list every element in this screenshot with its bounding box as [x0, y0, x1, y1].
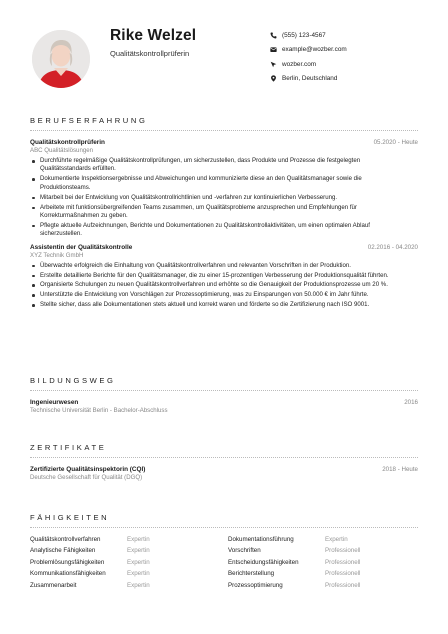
job-title: Assistentin der Qualitätskontrolle [30, 243, 133, 251]
job-entry [30, 139, 418, 239]
list-item: Pflegte aktuelle Aufzeichnungen, Berichte und Dokumentationen zu Qualitätskontrollaktivitäten, um einen optimalen Ablauf sicherzustellen. [40, 222, 418, 239]
skill-name: Berichterstellung [228, 570, 275, 578]
skill-name: Entscheidungsfähigkeiten [228, 558, 299, 566]
skill-level: Professionell [325, 570, 361, 578]
skill-name: Analytische Fähigkeiten [30, 547, 96, 555]
job-title: Qualitätskontrollprüferin [30, 139, 105, 146]
phone-icon [269, 31, 277, 39]
envelope-icon [269, 46, 277, 54]
certificate-title: Zertifizierte Qualitätsinspektorin (CQI) [30, 466, 146, 473]
job-bullets [30, 157, 418, 239]
contact-list [269, 28, 347, 86]
contact-phone [269, 28, 347, 43]
list-item: Dokumentierte Inspektionsergebnisse und Abweichungen und kommunizierte diese an den Qualitätsmanager sowie die Produktionsteams. [40, 175, 418, 192]
section-title-certificates: ZERTIFIKATE [30, 443, 418, 458]
profile-photo [32, 30, 90, 88]
list-item: Unterstützte die Entwicklung von Vorschlägen zur Prozessoptimierung, was zu Einsparungen von 50.000 € im Jahr führte. [40, 291, 418, 299]
job-bullets [30, 262, 418, 310]
skill-name: Kommunikationsfähigkeiten [30, 570, 106, 578]
skills-section [30, 513, 418, 589]
skill-name: Problemlösungsfähigkeiten [30, 558, 105, 566]
skill-name: Vorschriften [228, 547, 261, 555]
list-item: Erstellte detaillierte Berichte für den Qualitätsmanager, die zu einer 15-prozentigen Verbesserung der Produktionsqualität führten. [40, 272, 418, 280]
skills-grid [30, 536, 418, 589]
list-item: Durchführte regelmäßige Qualitätskontrollprüfungen, um sicherzustellen, dass Produkte und Prozesse die festgelegten Qualitätsstandards erfüllten. [40, 157, 418, 174]
skill-name: Qualitätskontrollverfahren [30, 536, 101, 543]
section-title-skills: FÄHIGKEITEN [30, 513, 418, 528]
skill-level: Expertin [127, 581, 150, 589]
skill-level: Expertin [127, 558, 150, 566]
list-item: Mitarbeit bei der Entwicklung von Qualitätskontrollrichtlinien und -verfahren zur kontinuierlichen Verbesserung. [40, 194, 418, 202]
certificates-section [30, 443, 418, 484]
skill-level: Professionell [325, 581, 361, 589]
contact-phone-text[interactable]: (555) 123-4567 [282, 31, 326, 39]
education-entry [30, 399, 418, 414]
candidate-role: Qualitätskontrollprüferin [110, 49, 190, 58]
list-item: Arbeitete mit funktionsübergreifenden Teams zusammen, um Qualitätsprobleme anzusprechen und Empfehlungen für Korrekturmaßnahmen zu geben. [40, 204, 418, 221]
contact-website [269, 57, 347, 72]
degree-date: 2016 [404, 399, 418, 406]
skill-name: Zusammenarbeit [30, 581, 77, 589]
job-company: ABC Qualitätslösungen [30, 147, 94, 154]
degree-school: Technische Universität Berlin - Bachelor-Abschluss [30, 407, 168, 414]
avatar-icon [32, 30, 90, 88]
skill-level: Professionell [325, 547, 361, 555]
contact-email [269, 43, 347, 58]
section-title-education: BILDUNGSWEG [30, 376, 418, 391]
job-company: XYZ Technik GmbH [30, 251, 84, 259]
link-icon [269, 60, 277, 68]
location-pin-icon [269, 75, 277, 83]
contact-website-text[interactable]: wozber.com [282, 60, 317, 68]
job-date: 05.2020 - Heute [373, 139, 418, 146]
degree-title: Ingenieurwesen [30, 399, 79, 406]
skill-level: Expertin [127, 536, 150, 543]
contact-location-text: Berlin, Deutschland [282, 75, 338, 83]
skill-level: Expertin [127, 570, 150, 578]
education-section [30, 376, 418, 417]
certificate-issuer: Deutsche Gesellschaft für Qualität (DGQ) [30, 474, 143, 481]
certificate-date: 2018 - Heute [382, 466, 418, 473]
list-item: Stellte sicher, dass alle Dokumentationen stets aktuell und korrekt waren und förderte so die Zertifizierung nach ISO 9001. [40, 301, 418, 309]
certificate-entry [30, 466, 418, 481]
contact-location [269, 72, 347, 87]
skill-level: Expertin [127, 547, 150, 555]
job-date: 02.2016 - 04.2020 [367, 243, 418, 251]
experience-section [30, 116, 418, 311]
skill-name: Prozessoptimierung [228, 581, 283, 589]
skill-name: Dokumentationsführung [228, 536, 294, 543]
resume-header [30, 0, 418, 102]
skill-level: Expertin [325, 536, 348, 543]
list-item: Organisierte Schulungen zu neuen Qualitätskontrollverfahren und erhöhte so die Genauigkeit der Produktionsprozesse um 20 %. [40, 281, 418, 289]
contact-email-text[interactable]: example@wozber.com [282, 46, 347, 54]
section-title-experience: BERUFSERFAHRUNG [30, 116, 418, 131]
skill-level: Professionell [325, 558, 361, 566]
list-item: Überwachte erfolgreich die Einhaltung von Qualitätskontrollverfahren und relevanten Vorschriften in der Produktion. [40, 262, 418, 270]
job-entry [30, 244, 418, 310]
candidate-name: Rike Welzel [110, 27, 197, 44]
